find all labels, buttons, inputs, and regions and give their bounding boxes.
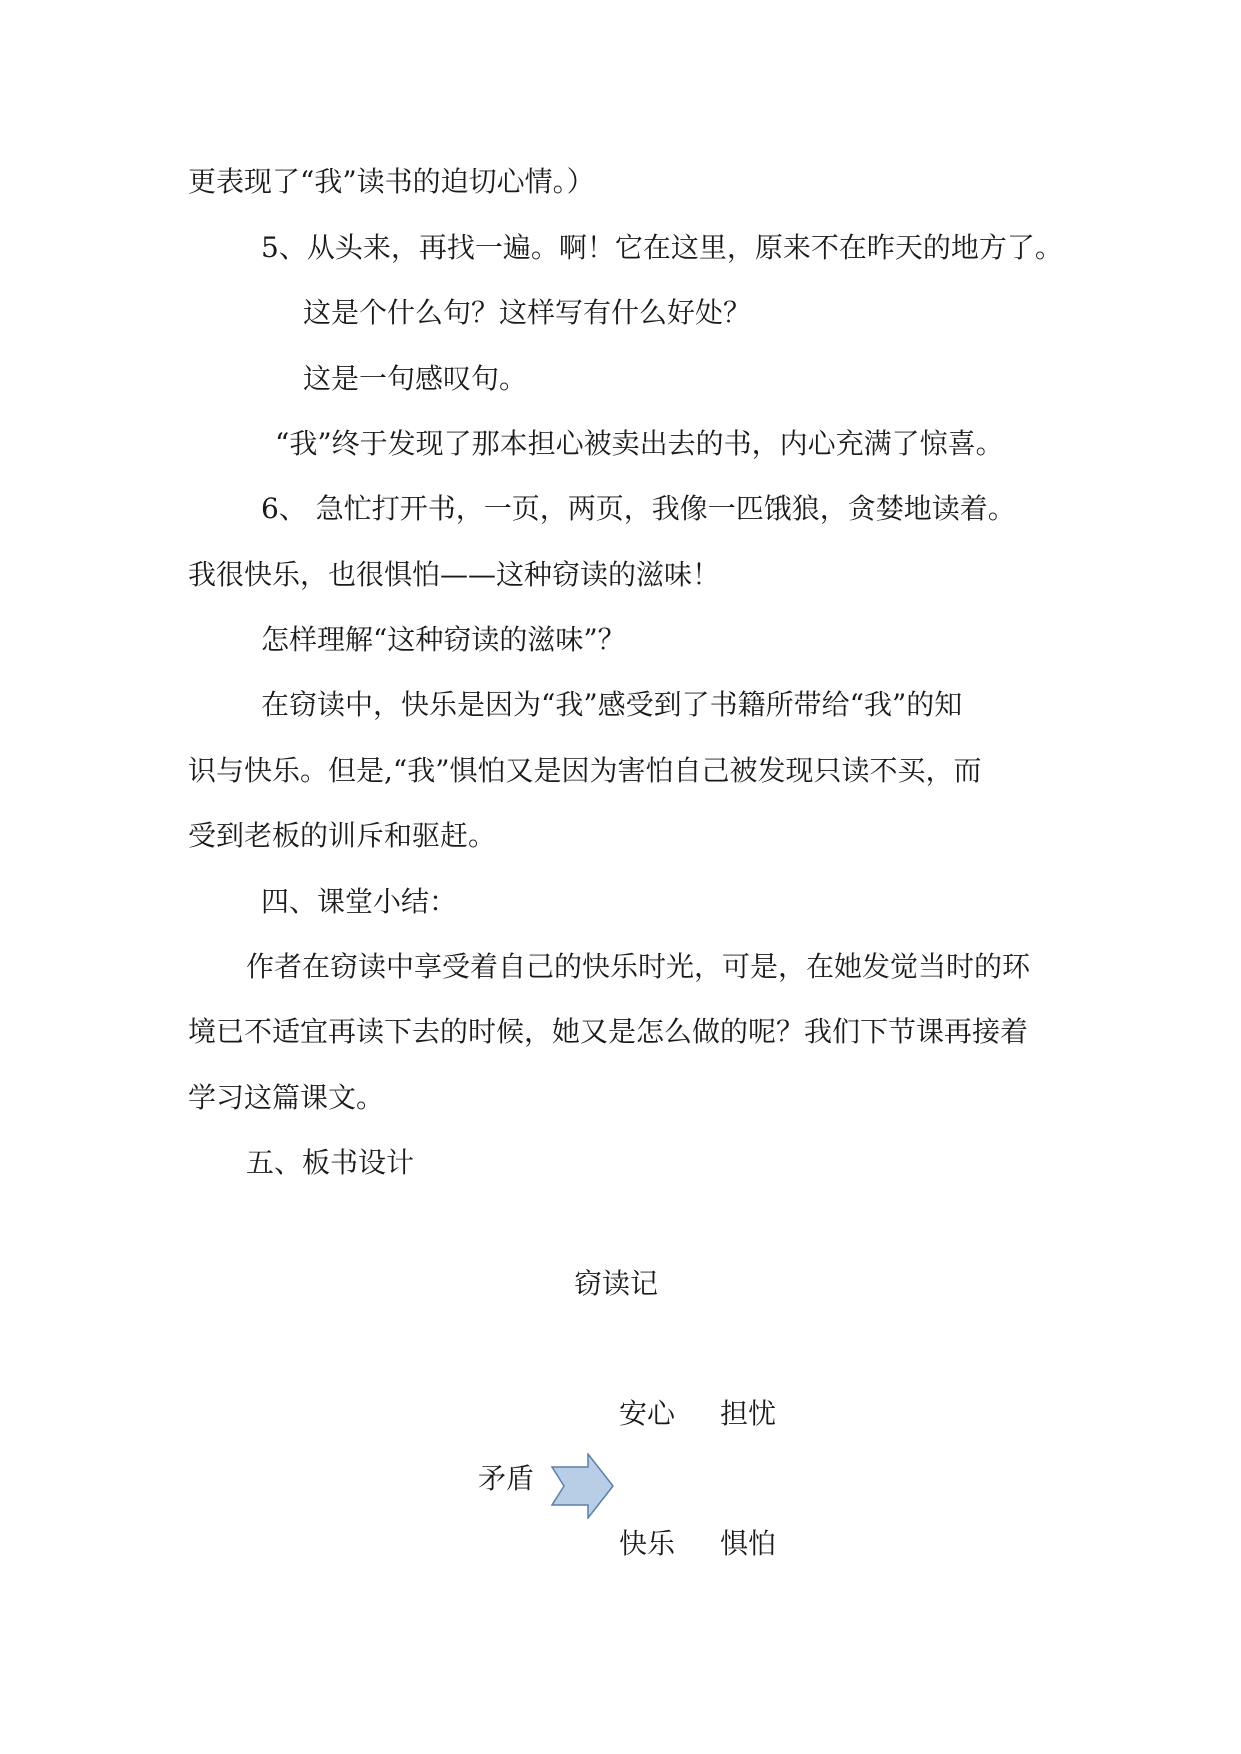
paragraph-line: 6、 急忙打开书，一页，两页，我像一匹饿狼，贪婪地读着。 [261,492,1016,525]
board-top-left: 安心 [619,1397,676,1430]
paragraph-line: 更表现了“我”读书的迫切心情。） [188,165,595,198]
board-title: 窃读记 [574,1267,659,1300]
paragraph-line: 受到老板的训斥和驱赶。 [188,819,497,852]
arrow-shape [552,1454,613,1518]
paragraph-line: 5、从头来，再找一遍。啊！它在这里，原来不在昨天的地方了。 [261,231,1063,264]
paragraph-line: 怎样理解“这种窃读的滋味”？ [261,623,626,656]
paragraph-line: 这是个什么句？这样写有什么好处？ [303,296,752,329]
paragraph-line: 识与快乐。但是,“我”惧怕又是因为害怕自己被发现只读不买，而 [188,754,982,787]
paragraph-line: 这是一句感叹句。 [303,362,528,395]
paragraph-line: 我很快乐，也很惧怕——这种窃读的滋味！ [188,558,721,591]
section-heading: 五、板书设计 [246,1146,415,1179]
right-arrow-icon [551,1453,615,1519]
paragraph-line: “我”终于发现了那本担心被卖出去的书，内心充满了惊喜。 [275,427,1004,460]
board-top-right: 担忧 [720,1397,777,1430]
paragraph-line: 境已不适宜再读下去的时候，她又是怎么做的呢？我们下节课再接着 [188,1015,1029,1048]
board-bottom-left: 快乐 [619,1527,676,1560]
paragraph-line: 学习这篇课文。 [188,1081,385,1114]
board-left-label: 矛盾 [478,1462,535,1495]
board-bottom-right: 惧怕 [720,1527,777,1560]
paragraph-line: 作者在窃读中享受着自己的快乐时光，可是，在她发觉当时的环 [246,950,1031,983]
section-heading: 四、课堂小结： [261,885,458,918]
paragraph-line: 在窃读中，快乐是因为“我”感受到了书籍所带给“我”的知 [261,688,963,721]
